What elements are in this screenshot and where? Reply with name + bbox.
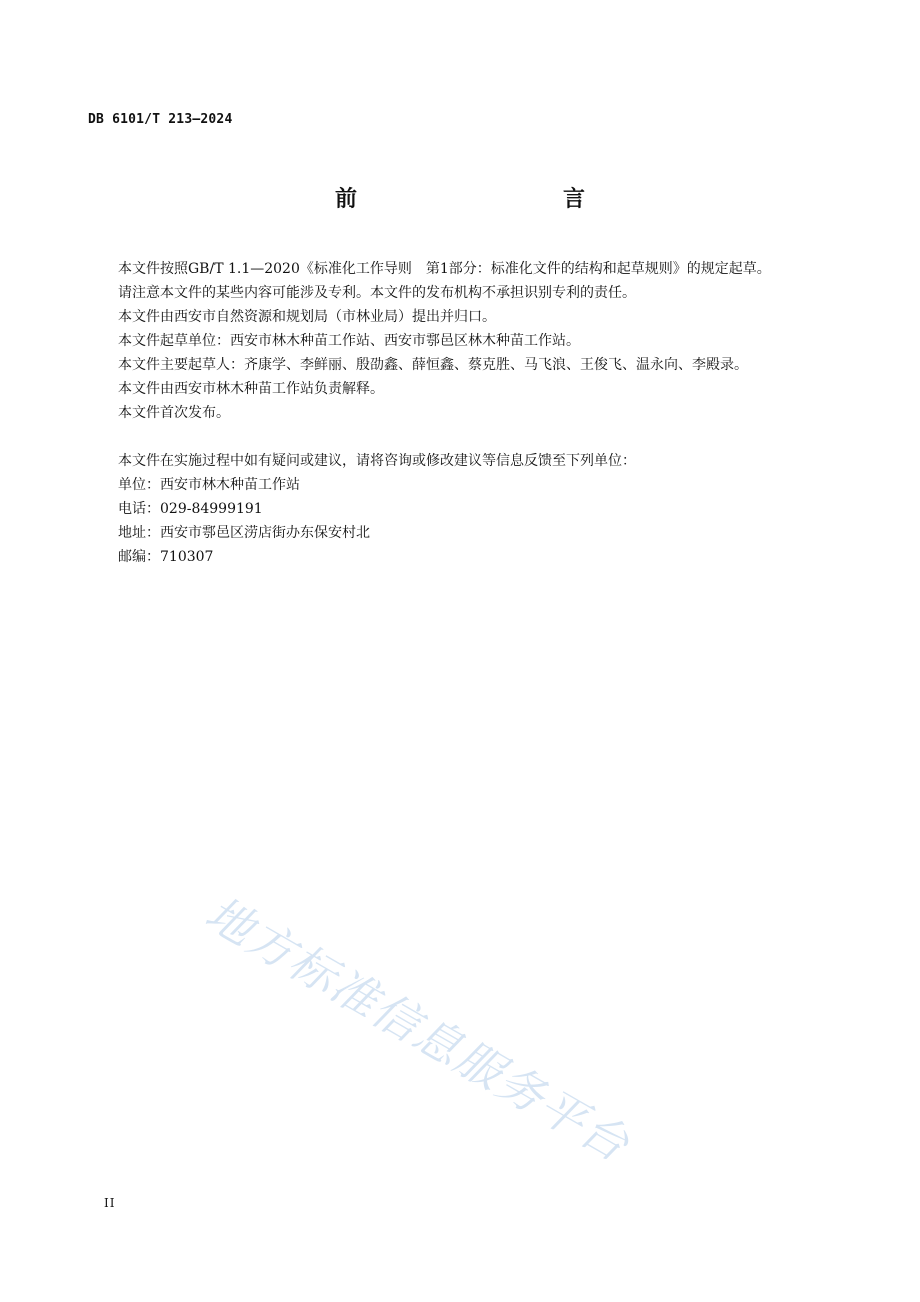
feedback-unit: 单位：西安市林木种苗工作站 xyxy=(118,477,300,493)
feedback-address: 地址：西安市鄠邑区涝店街办东保安村北 xyxy=(118,525,370,541)
paragraph-interpretation: 本文件由西安市林木种苗工作站负责解释。 xyxy=(118,381,384,397)
paragraph-proposer: 本文件由西安市自然资源和规划局（市林业局）提出并归口。 xyxy=(118,309,496,325)
feedback-phone: 电话：029-84999191 xyxy=(118,501,263,517)
paragraph-gap xyxy=(88,425,812,449)
paragraph-drafting-rules: 本文件按照GB/T 1.1—2020《标准化工作导则 第1部分：标准化文件的结构和起草规则》的规定起草。 xyxy=(118,261,771,277)
watermark-text: 地方标准信息服务平台 xyxy=(196,885,640,1173)
paragraph-drafters: 本文件主要起草人：齐康学、李鲜丽、殷劭鑫、薛恒鑫、蔡克胜、马飞浪、王俊飞、温永向、李殿录。 xyxy=(118,357,748,373)
foreword-body xyxy=(88,257,812,569)
paragraph-drafting-units: 本文件起草单位：西安市林木种苗工作站、西安市鄠邑区林木种苗工作站。 xyxy=(118,333,580,349)
paragraph-patent-notice: 请注意本文件的某些内容可能涉及专利。本文件的发布机构不承担识别专利的责任。 xyxy=(118,285,636,301)
page-number: II xyxy=(104,1196,116,1210)
feedback-postcode: 邮编：710307 xyxy=(118,549,214,565)
feedback-intro: 本文件在实施过程中如有疑问或建议，请将咨询或修改建议等信息反馈至下列单位： xyxy=(118,453,636,469)
page-title: 前 言 xyxy=(334,187,639,212)
paragraph-first-release: 本文件首次发布。 xyxy=(118,405,230,421)
standard-code: DB 6101/T 213—2024 xyxy=(88,112,233,127)
